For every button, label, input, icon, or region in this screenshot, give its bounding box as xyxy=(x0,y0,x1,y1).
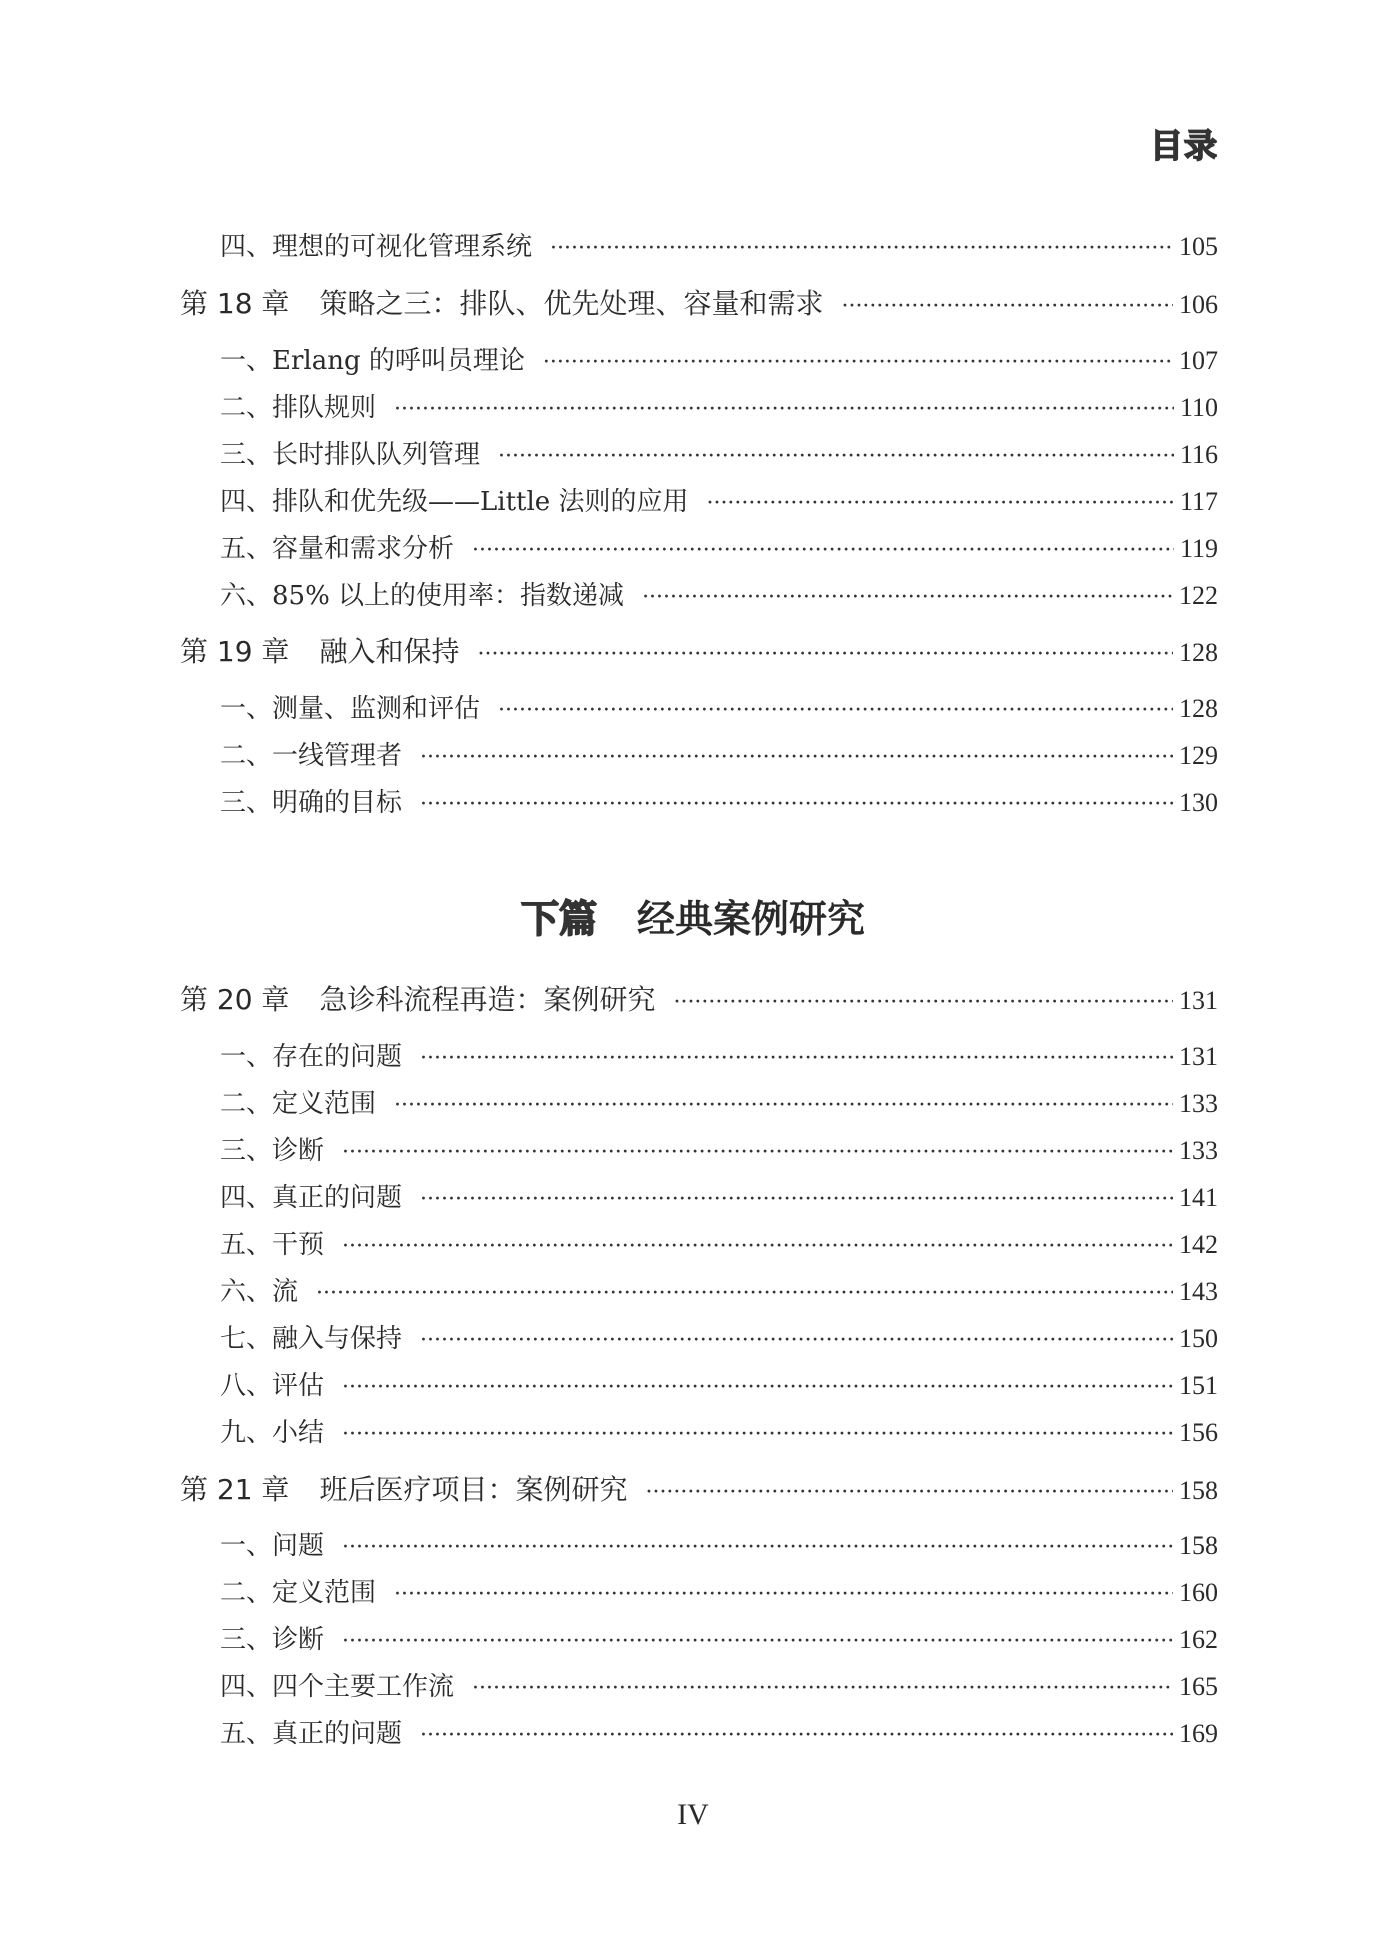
leader-dots xyxy=(342,1375,1173,1400)
toc-page-number: 116 xyxy=(1179,440,1218,469)
toc-section-row[interactable] xyxy=(220,1412,1218,1449)
chapter-number: 第 21 章 xyxy=(180,1473,290,1506)
toc-chapter-row[interactable] xyxy=(180,1468,1218,1508)
leader-dots xyxy=(420,1046,1173,1071)
toc-section-row[interactable] xyxy=(220,387,1218,424)
toc-entry-label: 三、长时排队队列管理 xyxy=(220,440,481,470)
toc-entry-label: 四、四个主要工作流 xyxy=(220,1672,455,1702)
toc-page-number: 131 xyxy=(1179,1042,1218,1071)
toc-page-number: 150 xyxy=(1179,1324,1218,1353)
chapter-number: 第 18 章 xyxy=(180,287,290,320)
toc-entry-label: 策略之三：排队、优先处理、容量和需求 xyxy=(319,287,824,320)
toc-page-number: 160 xyxy=(1179,1578,1218,1607)
leader-dots xyxy=(342,1535,1173,1560)
toc-entry-label: 七、融入与保持 xyxy=(220,1324,403,1354)
toc-page-number: 162 xyxy=(1179,1625,1218,1654)
toc-page-number: 128 xyxy=(1179,694,1218,723)
part-title: 经典案例研究 xyxy=(637,896,866,941)
toc-entry-label: 四、理想的可视化管理系统 xyxy=(220,232,533,262)
chapter-number: 第 20 章 xyxy=(180,983,290,1016)
toc-page-number: 169 xyxy=(1179,1719,1218,1748)
toc-entry-label: 五、容量和需求分析 xyxy=(220,534,455,564)
leader-dots xyxy=(342,1140,1173,1165)
toc-entry-label: 一、存在的问题 xyxy=(220,1042,403,1072)
toc-page-number: 158 xyxy=(1179,1476,1218,1505)
toc-entry-label: 三、诊断 xyxy=(220,1136,325,1166)
toc-entry-label: 一、问题 xyxy=(220,1531,325,1561)
toc-entry-label: 班后医疗项目：案例研究 xyxy=(319,1473,628,1506)
toc-page-number: 151 xyxy=(1179,1371,1218,1400)
leader-dots xyxy=(420,1187,1173,1212)
toc-page-number: 117 xyxy=(1179,487,1218,516)
leader-dots xyxy=(841,294,1173,319)
toc-entry-label: 三、诊断 xyxy=(220,1625,325,1655)
toc-page-number: 133 xyxy=(1179,1136,1218,1165)
toc-section-row[interactable] xyxy=(220,1224,1218,1261)
leader-dots xyxy=(342,1422,1173,1447)
leader-dots xyxy=(642,585,1173,610)
toc-section-row[interactable] xyxy=(220,340,1218,377)
leader-dots xyxy=(316,1281,1173,1306)
toc-section-row[interactable] xyxy=(220,688,1218,725)
toc-page-number: 122 xyxy=(1179,581,1218,610)
toc-section-row[interactable] xyxy=(220,1271,1218,1308)
toc-section-row[interactable] xyxy=(220,575,1218,612)
toc-page-number: 165 xyxy=(1179,1672,1218,1701)
toc-entry-label: 五、干预 xyxy=(220,1230,325,1260)
leader-dots xyxy=(706,491,1174,516)
toc-entry-label: 急诊科流程再造：案例研究 xyxy=(319,983,656,1016)
toc-section-row[interactable] xyxy=(220,434,1218,471)
toc-section-row[interactable] xyxy=(220,1525,1218,1562)
leader-dots xyxy=(477,642,1173,667)
toc-section-row[interactable] xyxy=(220,1130,1218,1167)
leader-dots xyxy=(420,745,1173,770)
toc-page-number: 119 xyxy=(1179,534,1218,563)
toc-entry-label: 五、真正的问题 xyxy=(220,1719,403,1749)
leader-dots xyxy=(472,1676,1173,1701)
toc-section-row[interactable] xyxy=(220,226,1218,263)
leader-dots xyxy=(420,1723,1173,1748)
toc-entry-label: 八、评估 xyxy=(220,1371,325,1401)
toc-page-number: 129 xyxy=(1179,741,1218,770)
leader-dots xyxy=(550,236,1173,261)
toc-entry-label: 二、排队规则 xyxy=(220,393,377,423)
leader-dots xyxy=(394,397,1174,422)
leader-dots xyxy=(342,1629,1173,1654)
toc-entry-label: 一、Erlang 的呼叫员理论 xyxy=(220,346,525,376)
leader-dots xyxy=(472,538,1174,563)
toc-entry-label: 九、小结 xyxy=(220,1418,325,1448)
toc-entry-label: 四、真正的问题 xyxy=(220,1183,403,1213)
toc-entry-label: 六、85% 以上的使用率：指数递减 xyxy=(220,581,625,611)
toc-section-row[interactable] xyxy=(220,1619,1218,1656)
toc-entry-label: 一、测量、监测和评估 xyxy=(220,694,481,724)
toc-chapter-row[interactable] xyxy=(180,282,1218,322)
toc-entry-label: 二、一线管理者 xyxy=(220,741,403,771)
part-heading xyxy=(0,888,1386,943)
toc-section-row[interactable] xyxy=(220,735,1218,772)
toc-entry-label: 六、流 xyxy=(220,1277,299,1307)
toc-entry-label: 二、定义范围 xyxy=(220,1578,377,1608)
toc-chapter-row[interactable] xyxy=(180,630,1218,670)
toc-entry-label: 三、明确的目标 xyxy=(220,788,403,818)
toc-page-number: 142 xyxy=(1179,1230,1218,1259)
leader-dots xyxy=(498,698,1173,723)
toc-page-number: 128 xyxy=(1179,638,1218,667)
toc-section-row[interactable] xyxy=(220,1572,1218,1609)
toc-page-number: 156 xyxy=(1179,1418,1218,1447)
leader-dots xyxy=(498,444,1174,469)
toc-chapter-row[interactable] xyxy=(180,978,1218,1018)
leader-dots xyxy=(420,1328,1173,1353)
toc-section-row[interactable] xyxy=(220,1365,1218,1402)
toc-section-row[interactable] xyxy=(220,1036,1218,1073)
toc-page-number: 105 xyxy=(1179,232,1218,261)
toc-section-row[interactable] xyxy=(220,1318,1218,1355)
leader-dots xyxy=(394,1582,1173,1607)
leader-dots xyxy=(543,350,1173,375)
toc-section-row[interactable] xyxy=(220,782,1218,819)
toc-page-number: 106 xyxy=(1179,290,1218,319)
toc-section-row[interactable] xyxy=(220,1666,1218,1703)
toc-section-row[interactable] xyxy=(220,1177,1218,1214)
toc-page-number: 110 xyxy=(1179,393,1218,422)
toc-page-number: 107 xyxy=(1179,346,1218,375)
toc-entry-label: 二、定义范围 xyxy=(220,1089,377,1119)
toc-entry-label: 四、排队和优先级——Little 法则的应用 xyxy=(220,487,689,517)
page-header-title: 目录 xyxy=(1150,126,1218,165)
toc-page-number: 130 xyxy=(1179,788,1218,817)
toc-section-row[interactable] xyxy=(220,528,1218,565)
part-mark: 下篇 xyxy=(520,897,597,941)
footer-page-number: IV xyxy=(677,1798,709,1831)
leader-dots xyxy=(645,1480,1173,1505)
toc-page-number: 133 xyxy=(1179,1089,1218,1118)
toc-entry-label: 融入和保持 xyxy=(319,635,460,668)
toc-page-number: 131 xyxy=(1179,986,1218,1015)
leader-dots xyxy=(394,1093,1173,1118)
leader-dots xyxy=(342,1234,1173,1259)
toc-page-number: 143 xyxy=(1179,1277,1218,1306)
toc-section-row[interactable] xyxy=(220,1713,1218,1750)
toc-page-number: 141 xyxy=(1179,1183,1218,1212)
leader-dots xyxy=(420,792,1173,817)
toc-section-row[interactable] xyxy=(220,481,1218,518)
toc-section-row[interactable] xyxy=(220,1083,1218,1120)
toc-page-number: 158 xyxy=(1179,1531,1218,1560)
leader-dots xyxy=(673,990,1173,1015)
chapter-number: 第 19 章 xyxy=(180,635,290,668)
